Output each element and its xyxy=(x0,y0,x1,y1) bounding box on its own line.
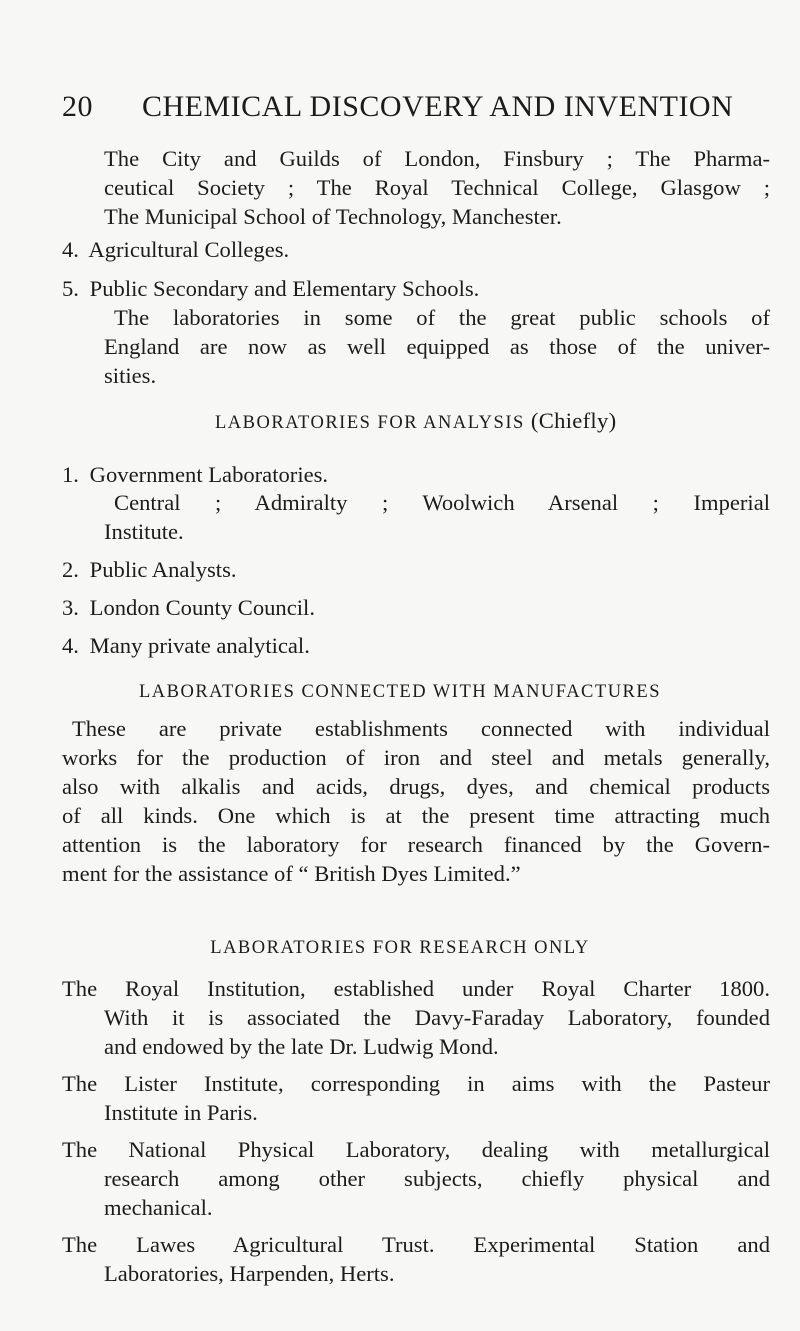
item-text: Government Laboratories. xyxy=(89,462,329,487)
heading-text: LABORATORIES FOR ANALYSIS xyxy=(215,413,525,433)
item-text: Agricultural Colleges. xyxy=(88,237,290,262)
text-line: ment for the assistance of “ British Dyes Limited.” xyxy=(62,861,521,886)
research-entry xyxy=(62,1135,770,1222)
item-number: 5. xyxy=(62,276,79,301)
text-line: and endowed by the late Dr. Ludwig Mond. xyxy=(104,1034,499,1059)
text-line: The Lawes Agricultural Trust. Experimental Station and xyxy=(62,1232,770,1257)
text-line: Institute in Paris. xyxy=(104,1100,258,1125)
section-heading-manufactures: LABORATORIES CONNECTED WITH MANUFACTURES xyxy=(138,682,661,702)
list-item xyxy=(62,555,770,584)
institutions-list xyxy=(62,235,770,303)
text-line: With it is associated the Davy-Faraday Laboratory, founded xyxy=(104,1005,770,1030)
text-line: The National Physical Laboratory, dealing with metallurgical xyxy=(62,1137,770,1162)
text-line: Institute. xyxy=(104,519,184,544)
text-line: works for the production of iron and steel and metals generally, xyxy=(62,745,770,770)
list-item xyxy=(62,631,770,660)
item-text: London County Council. xyxy=(89,595,315,620)
running-header xyxy=(62,90,780,124)
text-line: The laboratories in some of the great public schools of xyxy=(114,305,770,330)
text-line: England are now as well equipped as those of the univer- xyxy=(104,334,770,359)
item-text: Public Analysts. xyxy=(89,557,237,582)
item-text: Many private analytical. xyxy=(89,633,310,658)
text-line: The Royal Institution, established under Royal Charter 1800. xyxy=(62,976,770,1001)
text-line: attention is the laboratory for research financed by the Govern- xyxy=(62,832,770,857)
manufactures-paragraph xyxy=(62,714,770,888)
item-text: Public Secondary and Elementary Schools. xyxy=(89,276,480,301)
list-item xyxy=(62,274,770,303)
section-heading-research: LABORATORIES FOR RESEARCH ONLY xyxy=(210,938,590,958)
research-entry xyxy=(62,974,770,1061)
text-line: These are private establishments connected with individual xyxy=(72,716,770,741)
item-number: 4. xyxy=(62,633,79,658)
text-line: Central ; Admiralty ; Woolwich Arsenal ; Imperial xyxy=(114,490,770,515)
list-item xyxy=(62,235,770,264)
item-number: 2. xyxy=(62,557,79,582)
analysis-list-continued xyxy=(62,555,770,660)
text-line: research among other subjects, chiefly physical and xyxy=(104,1166,770,1191)
text-line: Laboratories, Harpenden, Herts. xyxy=(104,1261,395,1286)
text-line: The City and Guilds of London, Finsbury ; The Pharma- xyxy=(104,146,770,171)
colleges-list-continuation xyxy=(62,144,770,231)
text-line: also with alkalis and acids, drugs, dyes, and chemical products xyxy=(62,774,770,799)
text-line: The Lister Institute, corresponding in aims with the Pasteur xyxy=(62,1071,770,1096)
item-number: 4. xyxy=(62,237,79,262)
item-number: 3. xyxy=(62,595,79,620)
research-entries xyxy=(62,974,770,1288)
text-line: ceutical Society ; The Royal Technical College, Glasgow ; xyxy=(104,175,770,200)
research-entry xyxy=(62,1069,770,1127)
heading-qualifier: (Chiefly) xyxy=(530,408,617,433)
section-heading-analysis xyxy=(215,408,616,434)
page-number: 20 xyxy=(62,90,93,123)
list-item xyxy=(62,460,770,489)
text-line: of all kinds. One which is at the present time attracting much xyxy=(62,803,770,828)
running-title: CHEMICAL DISCOVERY AND INVENTION xyxy=(142,90,734,123)
research-entry xyxy=(62,1230,770,1288)
text-line: The Municipal School of Technology, Manchester. xyxy=(104,204,562,229)
list-item xyxy=(62,593,770,622)
text-line: sities. xyxy=(104,363,157,388)
item-number: 1. xyxy=(62,462,79,487)
text-line: mechanical. xyxy=(104,1195,213,1220)
analysis-list xyxy=(62,460,770,489)
schools-paragraph xyxy=(62,303,770,390)
government-labs-detail xyxy=(62,488,770,546)
